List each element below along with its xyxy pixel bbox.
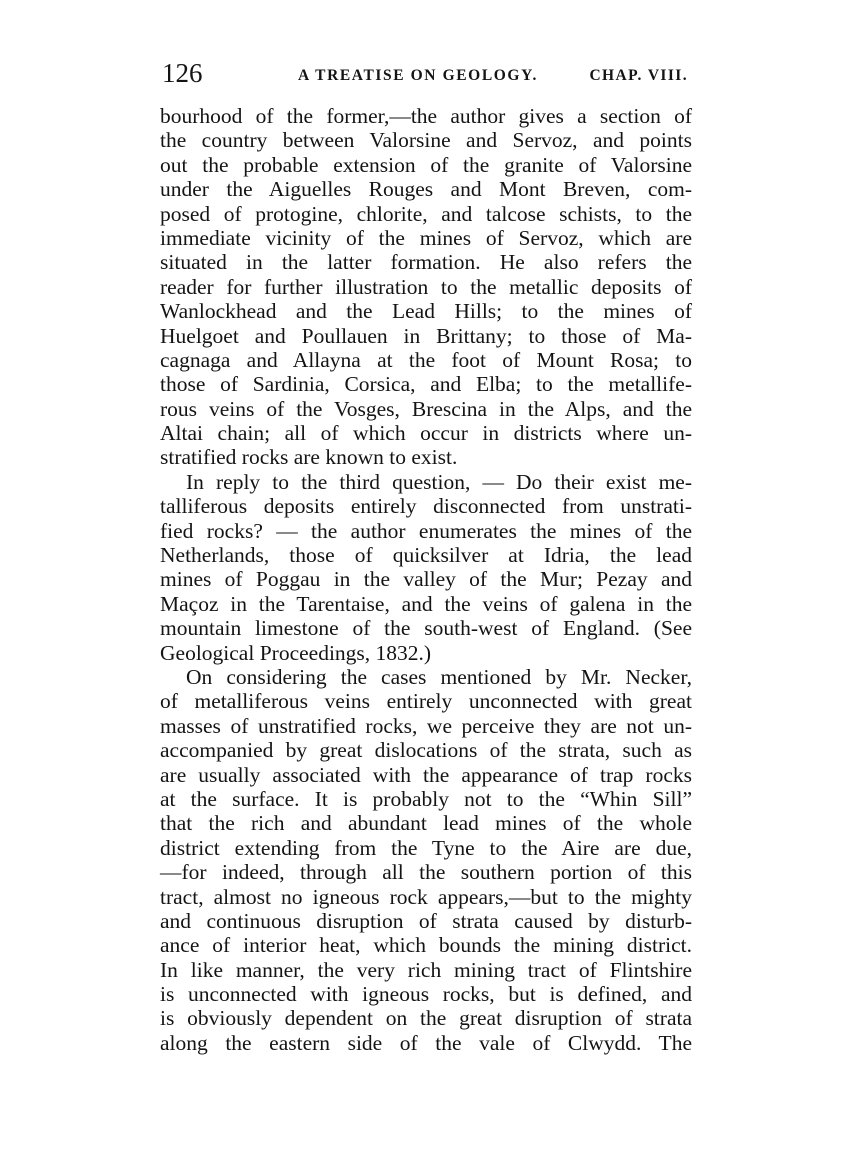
text-line: posed of protogine, chlorite, and talcose schists, to the: [160, 201, 692, 226]
text-line: and continuous disruption of strata caused by disturb-: [160, 908, 692, 933]
text-line: along the eastern side of the vale of Clwydd. The: [160, 1030, 692, 1055]
running-head: [160, 54, 692, 94]
text-line: ance of interior heat, which bounds the mining district.: [160, 933, 692, 958]
text-line: is obviously dependent on the great disruption of strata: [160, 1006, 692, 1031]
text-line: Huelgoet and Poullauen in Brittany; to those of Ma-: [160, 323, 692, 348]
text-line: Maçoz in the Tarentaise, and the veins of galena in the: [160, 591, 692, 616]
text-line: situated in the latter formation. He also refers the: [160, 250, 692, 275]
text-line: reader for further illustration to the metallic deposits of: [160, 274, 692, 299]
text-line: rous veins of the Vosges, Brescina in the Alps, and the: [160, 396, 692, 421]
text-line: immediate vicinity of the mines of Servoz, which are: [160, 225, 692, 250]
text-line: the country between Valorsine and Servoz, and points: [160, 128, 692, 153]
text-line: tract, almost no igneous rock appears,—but to the mighty: [160, 884, 692, 909]
text-line: Netherlands, those of quicksilver at Idria, the lead: [160, 543, 692, 568]
book-title: A TREATISE ON GEOLOGY.: [298, 67, 538, 84]
text-line: out the probable extension of the granite of Valorsine: [160, 152, 692, 177]
page-number: 126: [162, 58, 203, 88]
text-line: fied rocks? — the author enumerates the mines of the: [160, 518, 692, 543]
text-line: mines of Poggau in the valley of the Mur; Pezay and: [160, 567, 692, 592]
body-text: [160, 104, 692, 1055]
text-line: Altai chain; all of which occur in districts where un-: [160, 421, 692, 446]
paragraph-start-line: On considering the cases mentioned by Mr. Necker,: [186, 664, 692, 689]
text-line: talliferous deposits entirely disconnected from unstrati-: [160, 494, 692, 519]
text-line: masses of unstratified rocks, we perceive they are not un-: [160, 713, 692, 738]
text-line: —for indeed, through all the southern portion of this: [160, 860, 692, 885]
chapter-label: CHAP. VIII.: [589, 67, 688, 84]
text-line: under the Aiguelles Rouges and Mont Breven, com-: [160, 177, 692, 202]
text-line: Wanlockhead and the Lead Hills; to the mines of: [160, 299, 692, 324]
text-line: bourhood of the former,—the author gives a section of: [160, 104, 692, 128]
text-line: district extending from the Tyne to the Aire are due,: [160, 835, 692, 860]
paragraph-end-line: stratified rocks are known to exist.: [160, 445, 458, 470]
text-line: at the surface. It is probably not to the “Whin Sill”: [160, 786, 692, 811]
text-line: that the rich and abundant lead mines of the whole: [160, 811, 692, 836]
text-line: accompanied by great dislocations of the strata, such as: [160, 738, 692, 763]
text-line: mountain limestone of the south-west of England. (See: [160, 616, 692, 641]
text-line: cagnaga and Allayna at the foot of Mount Rosa; to: [160, 347, 692, 372]
paragraph-end-line: Geological Proceedings, 1832.): [160, 640, 432, 665]
paragraph-start-line: In reply to the third question, — Do their exist me-: [186, 469, 692, 494]
text-line: are usually associated with the appearance of trap rocks: [160, 762, 692, 787]
text-line: those of Sardinia, Corsica, and Elba; to the metallife-: [160, 372, 692, 397]
text-line: of metalliferous veins entirely unconnected with great: [160, 689, 692, 714]
text-line: In like manner, the very rich mining tract of Flintshire: [160, 957, 692, 982]
text-line: is unconnected with igneous rocks, but is defined, and: [160, 982, 692, 1007]
